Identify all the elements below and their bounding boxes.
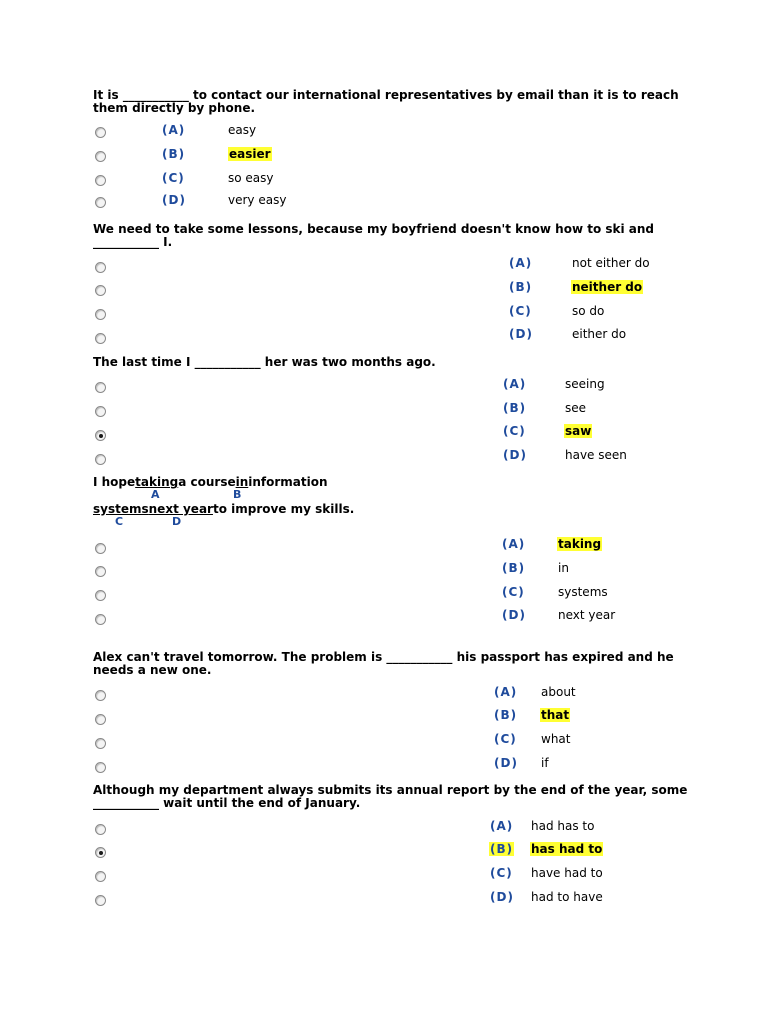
option-radio[interactable] (95, 151, 106, 162)
option-text-highlighted: neither do (572, 280, 643, 294)
option-letter: (D) (509, 327, 533, 341)
option-text: systems (558, 585, 608, 599)
underlined-part-a: taking (135, 475, 179, 489)
underlined-part-b: in (235, 475, 249, 489)
option-text: have had to (531, 866, 603, 880)
question-3-text: The last time I ___________ her was two months ago. (93, 355, 436, 369)
underlined-part-d: next year (148, 502, 213, 516)
option-letter: (B) (509, 280, 533, 294)
option-letter: (A) (503, 377, 527, 391)
option-text: see (565, 401, 587, 415)
option-radio[interactable] (95, 714, 106, 725)
option-letter: (D) (502, 608, 526, 622)
option-radio[interactable] (95, 762, 106, 773)
option-radio[interactable] (95, 738, 106, 749)
option-text: in (558, 561, 569, 575)
question-4-text: I hopetakinga courseininformation (93, 475, 328, 489)
option-text: about (541, 685, 576, 699)
option-text-highlighted: that (541, 708, 570, 722)
option-letter: (B) (502, 561, 526, 575)
option-radio[interactable] (95, 454, 106, 465)
option-radio[interactable] (95, 406, 106, 417)
option-radio[interactable] (95, 590, 106, 601)
option-radio[interactable] (95, 824, 106, 835)
option-radio[interactable] (95, 543, 106, 554)
option-letter: (A) (494, 685, 518, 699)
option-letter: (D) (490, 890, 514, 904)
underline-label-b: B (233, 488, 242, 501)
question-5-text: Alex can't travel tomorrow. The problem is ___________ his passport has expired and he needs a new one. (93, 650, 674, 677)
option-radio[interactable] (95, 175, 106, 186)
option-text-highlighted: has had to (531, 842, 603, 856)
option-letter: (B) (494, 708, 518, 722)
option-text: seeing (565, 377, 605, 391)
option-radio[interactable] (95, 262, 106, 273)
option-radio[interactable] (95, 127, 106, 138)
option-text: had has to (531, 819, 595, 833)
option-text: had to have (531, 890, 603, 904)
underlined-part-c: systems (93, 502, 149, 516)
option-radio[interactable] (95, 895, 106, 906)
option-letter: (A) (490, 819, 514, 833)
option-text-highlighted: saw (565, 424, 592, 438)
question-6-text: Although my department always submits its annual report by the end of the year, some ___________ wait until the end of January. (93, 783, 688, 810)
option-letter: (B) (162, 147, 186, 161)
option-letter: (C) (162, 171, 185, 185)
option-radio-selected[interactable] (95, 847, 106, 858)
option-text: so easy (228, 171, 274, 185)
option-text-highlighted: taking (558, 537, 602, 551)
option-text: so do (572, 304, 605, 318)
option-text: easy (228, 123, 257, 137)
option-radio[interactable] (95, 333, 106, 344)
option-letter: (A) (502, 537, 526, 551)
option-letter-highlighted: (B) (490, 842, 514, 856)
option-radio-selected[interactable] (95, 430, 106, 441)
option-radio[interactable] (95, 566, 106, 577)
option-text-highlighted: easier (229, 147, 271, 161)
option-text: not either do (572, 256, 650, 270)
underline-label-a: A (151, 488, 160, 501)
option-radio[interactable] (95, 285, 106, 296)
option-text: have seen (565, 448, 627, 462)
option-letter: (D) (494, 756, 518, 770)
option-radio[interactable] (95, 309, 106, 320)
option-radio[interactable] (95, 871, 106, 882)
option-letter: (C) (502, 585, 525, 599)
option-letter: (D) (162, 193, 186, 207)
option-letter: (A) (162, 123, 186, 137)
option-text: what (541, 732, 571, 746)
question-1-text: It is ___________ to contact our international representatives by email than it is to reach them directly by phone. (93, 88, 679, 115)
option-text: very easy (228, 193, 287, 207)
option-letter: (C) (494, 732, 517, 746)
underline-label-c: C (115, 515, 124, 528)
option-letter: (C) (490, 866, 513, 880)
option-letter: (B) (503, 401, 527, 415)
option-letter: (D) (503, 448, 527, 462)
option-text: either do (572, 327, 627, 341)
option-text: if (541, 756, 549, 770)
option-letter: (C) (509, 304, 532, 318)
underline-label-d: D (172, 515, 182, 528)
option-radio[interactable] (95, 690, 106, 701)
option-radio[interactable] (95, 382, 106, 393)
option-radio[interactable] (95, 614, 106, 625)
option-text: next year (558, 608, 616, 622)
option-letter: (C) (503, 424, 526, 438)
option-letter: (A) (509, 256, 533, 270)
question-2-text: We need to take some lessons, because my boyfriend doesn't know how to ski and ___________ I. (93, 222, 655, 249)
option-radio[interactable] (95, 197, 106, 208)
question-4-text-line2: systemsnext yearto improve my skills. (93, 502, 355, 516)
